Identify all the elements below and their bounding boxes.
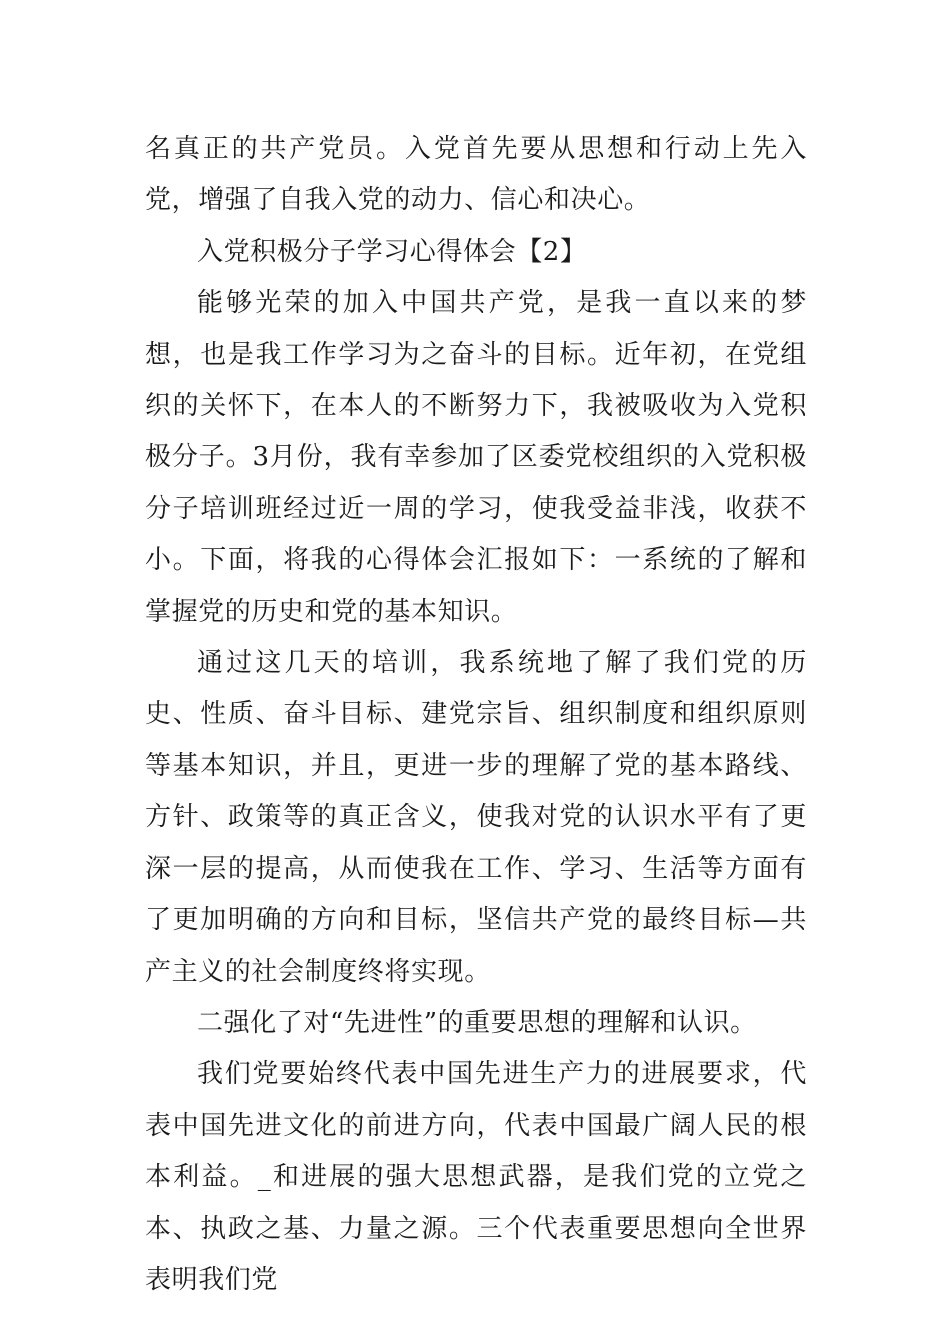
section-heading: 入党积极分子学习心得体会【2】	[197, 236, 587, 267]
paragraph: 能够光荣的加入中国共产党，是我一直以来的梦想，也是我工作学习为之奋斗的目标。近年初，在党组织的关怀下，在本人的不断努力下，我被吸收为入党积极分子。3月份，我有幸参加了区委党校组织的入党积极分子培训班经过近一周的学习，使我受益非浅，收获不小。下面，将我的心得体会汇报如下：一系统的了解和掌握党的历史和党的基本知识。	[145, 288, 807, 627]
document-body	[145, 124, 807, 1306]
paragraph: 我们党要始终代表中国先进生产力的进展要求，代表中国先进文化的前进方向，代表中国最广阔人民的根本利益。_和进展的强大思想武器，是我们党的立党之本、执政之基、力量之源。三个代表重要思想向全世界表明我们党	[145, 1059, 807, 1295]
subheading: 二强化了对“先进性”的重要思想的理解和认识。	[197, 1007, 757, 1038]
paragraph-continuation: 名真正的共产党员。入党首先要从思想和行动上先入党，增强了自我入党的动力、信心和决心。	[145, 134, 807, 216]
paragraph: 通过这几天的培训，我系统地了解了我们党的历史、性质、奋斗目标、建党宗旨、组织制度和组织原则等基本知识，并且，更进一步的理解了党的基本路线、方针、政策等的真正含义，使我对党的认识水平有了更深一层的提高，从而使我在工作、学习、生活等方面有了更加明确的方向和目标，坚信共产党的最终目标—共产主义的社会制度终将实现。	[145, 648, 807, 987]
